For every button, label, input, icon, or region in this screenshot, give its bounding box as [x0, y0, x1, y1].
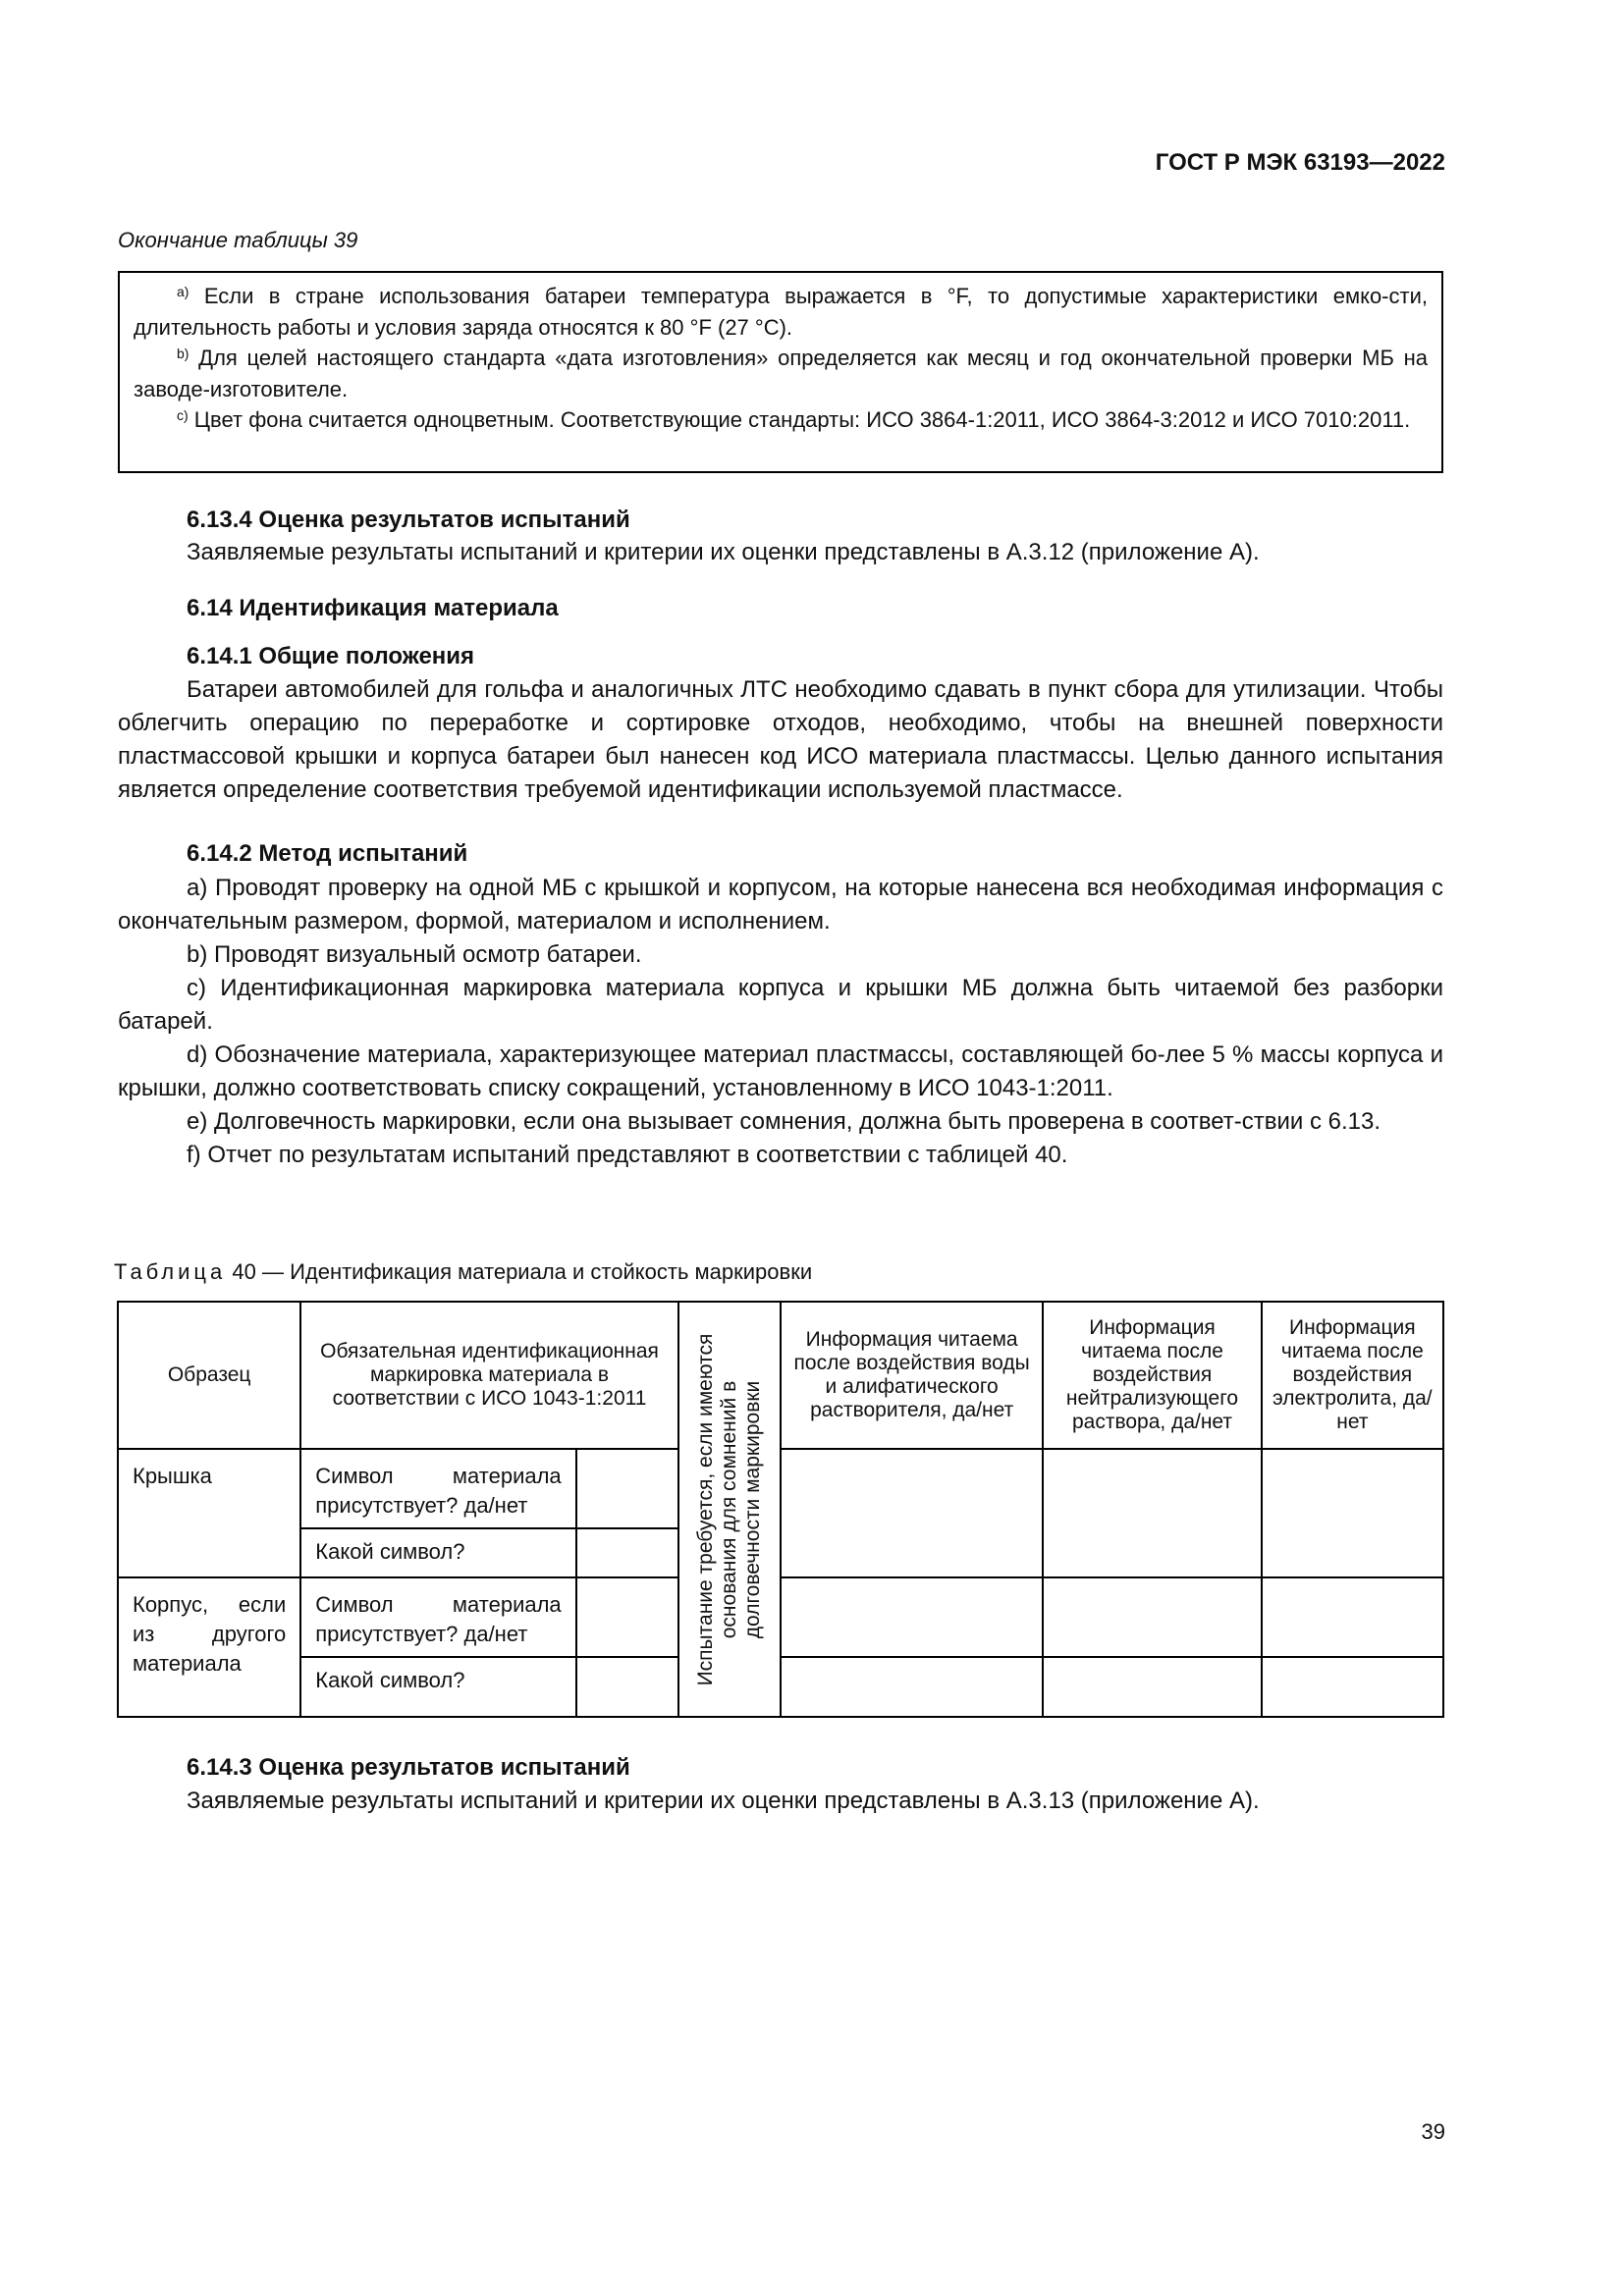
row-case-q2-answer — [576, 1657, 678, 1717]
section-6-14-1-text — [118, 673, 1443, 807]
header-water-solvent: Информация читаема после воздействия воды и алифатического растворителя, да/нет — [781, 1302, 1043, 1449]
row-cover-sample-text: Крышка — [133, 1464, 212, 1488]
header-neutralizing: Информация читаема после воздействия нейтрализующего раствора, да/нет — [1043, 1302, 1261, 1449]
row-cover-sample — [118, 1449, 300, 1577]
table-continuation-label: Окончание таблицы 39 — [118, 228, 358, 252]
method-item-e: e) Долговечность маркировки, если она вызывает сомнения, должна быть проверена в соответ-ствии с 6.13. — [187, 1108, 1380, 1135]
header-sample: Образец — [118, 1302, 300, 1449]
table-40-caption-title: 40 — Идентификация материала и стойкость маркировки — [226, 1259, 813, 1284]
note-c — [134, 404, 1428, 436]
row-case-sample — [118, 1577, 300, 1717]
row-case-q2-text: Какой символ? — [315, 1668, 465, 1692]
note-c-mark: c) — [177, 407, 189, 423]
section-6-14-3-text: Заявляемые результаты испытаний и критерии их оценки представлены в А.3.13 (приложение А). — [187, 1788, 1260, 1814]
section-6-14-2-heading: 6.14.2 Метод испытаний — [187, 840, 468, 867]
method-item-d: d) Обозначение материала, характеризующее материал пластмассы, составляющей бо-лее 5 % массы корпуса и крышки, должно соответствовать списку сокращений, установленному в ИСО 1043-1:2011. — [118, 1041, 1443, 1101]
header-rotated-text: Испытание требуется, если имеются основания для сомнений в долговечности маркировки — [693, 1333, 764, 1685]
row-case-electrolyte-2 — [1262, 1657, 1443, 1717]
row-cover-q2-text: Какой символ? — [315, 1539, 465, 1564]
method-item-a: a) Проводят проверку на одной МБ с крышкой и корпусом, на которые нанесена вся необходимая информация с окончательным размером, формой, материалом и исполнением. — [118, 875, 1443, 934]
section-6-14-1-heading: 6.14.1 Общие положения — [187, 643, 475, 669]
method-item-c: c) Идентификационная маркировка материала корпуса и крышки МБ должна быть читаемой без разборки батарей. — [118, 975, 1443, 1035]
note-b — [134, 343, 1428, 404]
row-cover-q1-answer — [576, 1449, 678, 1528]
section-6-14-2-list — [118, 872, 1443, 1172]
method-item-f: f) Отчет по результатам испытаний представляют в соответствии с таблицей 40. — [187, 1142, 1068, 1168]
row-case-neutral-2 — [1043, 1657, 1261, 1717]
table-header-row — [118, 1302, 1443, 1449]
row-cover-q2-answer — [576, 1528, 678, 1577]
section-6-14-1-paragraph: Батареи автомобилей для гольфа и аналогичных ЛТС необходимо сдавать в пункт сбора для утилизации. Чтобы облегчить операцию по переработке и сортировке отходов, необходимо, чтобы на внешней поверхности пластмассовой крышки и корпуса батареи был нанесен код ИСО материала пластмассы. Целью данного испытания является определение соответствия требуемой идентификации используемой пластмассе. — [118, 676, 1443, 803]
note-a — [134, 281, 1428, 343]
table-row — [118, 1449, 1443, 1528]
row-case-neutral — [1043, 1577, 1261, 1657]
table-39-notes — [118, 271, 1443, 473]
row-case-sample-text: Корпус, если из другого материала — [133, 1592, 287, 1676]
row-cover-q1 — [300, 1449, 575, 1528]
document-header: ГОСТ Р МЭК 63193—2022 — [1155, 149, 1445, 176]
section-6-14-heading: 6.14 Идентификация материала — [187, 595, 559, 621]
header-rotated-durability — [678, 1302, 781, 1717]
table-row — [118, 1657, 1443, 1717]
row-cover-q1-text: Символ материала присутствует? да/нет — [315, 1464, 562, 1518]
section-6-13-4-heading: 6.13.4 Оценка результатов испытаний — [187, 507, 630, 533]
table-40-caption-word: Таблица — [114, 1259, 227, 1284]
note-b-text: Для целей настоящего стандарта «дата изготовления» определяется как месяц и год окончательной проверки МБ на заводе-изготовителе. — [134, 346, 1428, 401]
header-electrolyte: Информация читаема после воздействия электролита, да/нет — [1262, 1302, 1443, 1449]
note-c-text: Цвет фона считается одноцветным. Соответствующие стандарты: ИСО 3864-1:2011, ИСО 3864-3:2012 и ИСО 7010:2011. — [188, 407, 1411, 432]
row-case-electrolyte — [1262, 1577, 1443, 1657]
header-mandatory-marking: Обязательная идентификационная маркировка материала в соответствии с ИСО 1043-1:2011 — [300, 1302, 678, 1449]
row-case-water-2 — [781, 1657, 1043, 1717]
row-cover-q2 — [300, 1528, 575, 1577]
table-40 — [117, 1301, 1444, 1718]
page-number: 39 — [1421, 2119, 1445, 2144]
row-cover-neutral — [1043, 1449, 1261, 1577]
note-a-mark: a) — [177, 284, 189, 299]
row-cover-electrolyte — [1262, 1449, 1443, 1577]
method-item-b: b) Проводят визуальный осмотр батареи. — [187, 941, 642, 968]
table-40-caption — [114, 1259, 812, 1285]
table-row — [118, 1577, 1443, 1657]
section-6-14-3-heading: 6.14.3 Оценка результатов испытаний — [187, 1754, 630, 1781]
row-case-q1-text: Символ материала присутствует? да/нет — [315, 1592, 562, 1646]
row-case-q1 — [300, 1577, 575, 1657]
row-case-q1-answer — [576, 1577, 678, 1657]
note-b-mark: b) — [177, 346, 189, 361]
row-case-q2 — [300, 1657, 575, 1717]
row-cover-water — [781, 1449, 1043, 1577]
note-a-text: Если в стране использования батареи температура выражается в °F, то допустимые характеристики емко-сти, длительность работы и условия заряда относятся к 80 °F (27 °С). — [134, 284, 1428, 340]
section-6-13-4-text: Заявляемые результаты испытаний и критерии их оценки представлены в А.3.12 (приложение А). — [187, 539, 1260, 565]
row-case-water — [781, 1577, 1043, 1657]
